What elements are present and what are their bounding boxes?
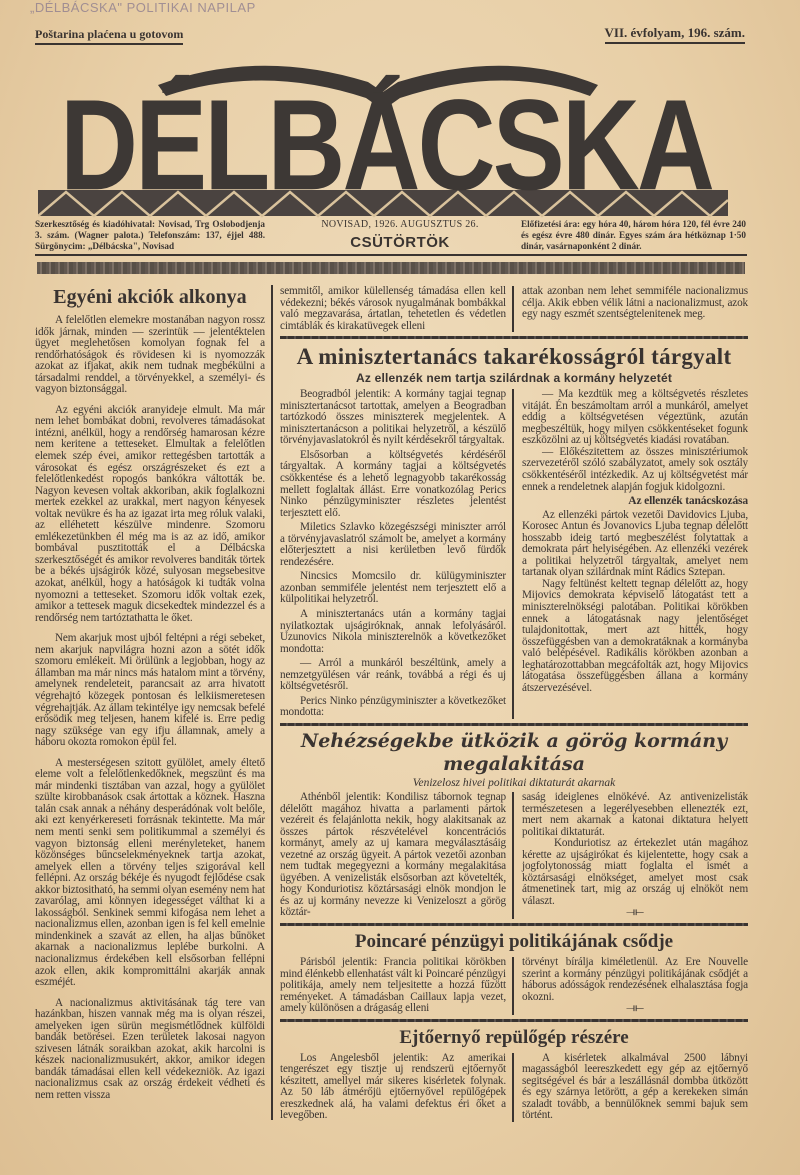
dateline bbox=[300, 219, 500, 251]
paragraph: Nagy feltünést keltett tegnap délelőtt az, hogy Mijovics demokrata képviselő látogatást tett a miniszterelnökségi palotában. Politikai körökben ennek a látogatásnak nagy jelentőséget tulajdonitottak, mert azt hitték, hogy összefüggésben van a demokratáknak a kormányba való belépésével. Radikális körökben azonban a leghatározottabban megcáfolták azt, hogy Mijovics látogatása összefüggésben állana a kormány átszervezésével. bbox=[522, 577, 748, 694]
paragraph: Miletics Szlavko közegészségi miniszter arról a törvényjavaslatról számolt be, amelyet a kormány előterjesztett a nisi kerületben levő fürdők rendezésére. bbox=[280, 521, 506, 568]
paragraph: — Arról a munkáról beszéltünk, amely a nemzetgyülésen vár reánk, továbbá a régi és uj költségvetésről. bbox=[280, 657, 506, 693]
parachute-article-right bbox=[514, 1053, 748, 1122]
poincare-article-right bbox=[514, 957, 748, 1015]
editorial-info: Szerkesztőség és kiadóhivatal: Novisad, Trg Oslobodjenja 3. szám. (Wagner palota.) Telefonszám: 137, éjjel 488. Sürgönycim: „Délbácska", Novisad bbox=[35, 219, 265, 251]
newspaper-logo bbox=[38, 40, 728, 220]
paragraph: A kisérletek alkalmával 2500 lábnyi magasságból leereszkedett egy gép az ejtőernyő segitségével és bár a leszállásnál dombba ütközött és egy szárnya letörött, a gép a kerekeken simán szaladt tovább, a bennülőknek semmi bajuk sem történt. bbox=[522, 1051, 748, 1122]
issue-number: VII. évfolyam, 196. szám. bbox=[605, 25, 745, 44]
paragraph: A nacionalizmus aktivitásának tág tere van hazánkban, hiszen vannak még ma is olyan részei, amelyeken igen sürün megismétlődnek külföldi bandák betörései. Ezen területek lakosai nagyon szivesen látnák soraikban azokat, akik harcolni is készek nacionalizmusukért, akkor, amikor idegen bandák támadásai ellen kell védekezniök. Az igazi nacionalizmus csak az ország érdekeit védheti és nem retten vissza bbox=[35, 996, 265, 1101]
end-ornament: ⟞⟝ bbox=[626, 1002, 644, 1015]
lead-article-title: Egyéni akciók alkonya bbox=[53, 286, 247, 308]
subscription-info: Előfizetési ára: egy hóra 40, három hóra 120, fél évre 240 és egész évre 480 dinár. Egyes szám ára hétköznap 1·50 dinár, vasárnaponként 2 dinár. bbox=[521, 219, 746, 251]
paragraph: Los Angelesből jelentik: Az amerikai tengerészet egy tisztje uj rendszerü ejtőernyőt készitett, amellyel már sikeres kisérletek folynak. Az 50 láb átmérőjü ejtőernyővel repülőgépek ereszkednek alá, ha valami defektus éri őket a levegőben. bbox=[280, 1051, 506, 1122]
paragraph: Athénből jelentik: Kondilisz tábornok tegnap délelőtt magához hivatta a parlamenti pártok vezéreit és felajánlotta nekik, hogy alakitsanak az összes pártok részvételével koncentrációs kormányt, amely az uj kamara megválasztásáig vezetné az ország ügyeit. A pártok vezetői azonban nem tudtak megegyezni a kormány megalakitása ügyében. A venizelisták elsősorban azt követelték, hogy Konduriotisz köztársasági elnök mondjon le és az uj kormány nevezze ki Venizeloszt a görög köztár- bbox=[280, 790, 506, 919]
library-stamp: „DÉLBÁCSKA" POLITIKAI NAPILAP bbox=[30, 0, 256, 15]
paragraph: A minisztertanács után a kormány tagjai nyilatkoztak ujságiróknak, annak lefolyásáról. Uzunovics Nikola miniszterelnök a következőket mondotta: bbox=[280, 608, 506, 655]
paragraph: — Ma kezdtük meg a költségvetés részletes vitáját. Én beszámoltam arról a munkáról, amelyet eddig a költségvetésen végeztünk, azután megbeszéltük, hogy milyen csökkentéseket fogunk eszközölni az uj költségvetés kiadási rovatában. bbox=[522, 388, 748, 447]
paragraph: Nem akarjuk most ujból feltépni a régi sebeket, nem akarjuk napvilágra hozni azon a sötét idők szomoru emlékeit. Mi örülünk a legjobban, hogy az államban ma már nincs más hatalom mint a törvény, amelynek rendeleteit, parancsait az arra hivatott végrehajtó közegek pontosan és lelkiismeretesen végrehajtják. Az állam tekintélye igy nemcsak befelé erősödik meg teljesen, hanem kifelé is. Erre pedig nagy szüksége van egy ifju államnak, amely a háboru okozta romokon épül fel. bbox=[35, 632, 265, 749]
paragraph: saság ideiglenes elnökévé. Az antivenizelisták természetesen a legerélyesebben ellenezték ezt, mert nem akarnak a katonai diktatura helyett politikai diktaturát. bbox=[522, 790, 748, 838]
parachute-article-body bbox=[280, 1053, 748, 1122]
article-divider bbox=[280, 336, 748, 339]
postage-note: Poštarina plaćena u gotovom bbox=[35, 27, 183, 45]
cabinet-article-title: A minisztertanács takarékosságról tárgyalt bbox=[296, 344, 732, 370]
poincare-article-body bbox=[280, 957, 748, 1015]
paragraph: Konduriotisz az értekezlet után magához kérette az ujságirókat és kijelentette, hogy csak a jogfolytonosság miatt foglalta el ismét a köztársasági elnökséget, amelyet most csak átmenetinek tart, mig az ország uj elnököt nem választ. bbox=[522, 837, 748, 907]
lead-continuation-right bbox=[514, 286, 748, 332]
logo-wordmark: DÉLBÁCSKA bbox=[60, 72, 713, 217]
cabinet-article-body bbox=[280, 389, 748, 719]
poincare-article-title: Poincaré pénzügyi politikájának csődje bbox=[354, 930, 674, 952]
parachute-article-left bbox=[280, 1053, 514, 1122]
greek-article-left bbox=[280, 792, 514, 919]
paragraph: — Előkészitettem az összes minisztériumok szervezetéről szóló szabályzatot, amely sok osztály csökkentéséről intézkedik. Az uj költségvetést már ennek a rendeletnek alapján fogjuk kidolgozni. bbox=[522, 445, 748, 493]
article-divider bbox=[280, 923, 748, 926]
paragraph: Beogradból jelentik: A kormány tagjai tegnap minisztertanácsot tartottak, amelyen a Beogradban tartózkodó összes miniszterek megjelentek. A minisztertanácson a politikai helyzetről, a készülő törvényjavaslatokról és nyilt kérdésekről tárgyaltak. bbox=[280, 388, 506, 447]
article-divider bbox=[280, 1019, 748, 1022]
paragraph: Az egyéni akciók aranyideje elmult. Ma már nem lehet bombákat dobni, revolveres támadásokat intézni, anélkül, hogy a rendőrség hamarosan kézre nem keritene a tetteseket. Elmultak a felelőtlen elemek szép évei, amikor rettegésben tartották a városokat és egész országrészeket és ezt a felelőtlenkedést ropogós bankókra váltották be. Nagyon kevesen voltak akkoriban, akik foglalkozni mertek ezekkel az urakkal, mert nagyon kényesek voltak nevükre és ha az igazat irta meg róluk valaki, az elléhetett készülve mindenre. Szomoru emlékezetünkben él még ma is az az idő, amikor bombával pusztitották el a Délbácska szerkesztőségét és amikor revolveres banditák törtek be a békés ujságirók közé, sulyosan megsebesitve azokat, anélkül, hogy a hatóságok ki tudták volna nyomozni a tetteseket. Szomoru idők voltak ezek, amikor a tettesek maguk dicsekedtek mindezzel és a rendőrség nem tartóztathatta le őket. bbox=[35, 403, 265, 624]
lead-continuation-left bbox=[280, 286, 514, 332]
cabinet-article-left bbox=[280, 389, 514, 719]
cabinet-article-subtitle: Az ellenzék nem tartja szilárdnak a kormány helyzetét bbox=[355, 371, 673, 386]
masthead-band bbox=[37, 262, 745, 274]
section-heading: Az ellenzék tanácskozása bbox=[628, 495, 748, 508]
issue-weekday: CSÜTÖRTÖK bbox=[350, 234, 450, 251]
paragraph: Az ellenzéki pártok vezetői Davidovics Ljuba, Korosec Antun és Jovanovics Ljuba tegnap délelőtt hosszabb ideig tartó megbeszélést folytattak a demokrata párt helyiségében. Az ellenzéki vezérek a politikai helyzetről tárgyaltak, amelyet nem tartanak olyan szilárdnak mint Rádics Sztepan. bbox=[522, 508, 748, 579]
masthead-rule bbox=[35, 254, 747, 256]
greek-article-subtitle: Venizelosz hivei politikai diktaturát akarnak bbox=[412, 776, 616, 789]
paragraph: törvényt bírálja kiméletlenül. Az Ere Nouvelle szerint a kormány pénzügyi politikájának csődjét a háborus adósságok rendezésének elhalasztása fogja okozni. bbox=[522, 955, 748, 1003]
paragraph: A mesterségesen szitott gyülölet, amely éltető eleme volt a felelőtlenkedőknek, megszünt és ma már mindenki tisztában van azzal, hogy a gyülölet szülte kirobbanások csak ártottak a köznek. Haszna talán csak annak a néhány desperádónak volt belőle, aki ezt kenyérkereseti forrásnak tekintette. Ma már nem menti senki sem politikummal a személyi és vagyon biztonság elleni merényleteket, hanem közönséges bűncselekményeknek tartja azokat, amelyek ellen a törvény teljes szigorával kell fellépni. Az ország békéje és nyugodt fejlődése csak akkor biztositható, ha semmi olyan esemény nem hat zavarólag, ami könnyen idegességet válthat ki a lakosságból. Senkinek semmi kifogása nem lehet a nacionalizmus ellen, azonban igen is fel kell emelnie mindenkinek a szavát az ellen, ha aljas bűnöket akarnak a nacionalizmus leplébe burkolni. A nacionalizmus érdekében kell elsősorban fellépni azok ellen, akik kompromittálni akarják annak eszméjét. bbox=[35, 756, 265, 989]
greek-article-title bbox=[280, 730, 748, 776]
paragraph: Nincsics Momcsilo dr. külügyminiszter azonban semmiféle jelentést nem terjesztett elő a külpolitikai helyzetről. bbox=[280, 570, 506, 606]
column-divider bbox=[271, 285, 273, 1120]
poincare-article-left bbox=[280, 957, 514, 1015]
parachute-article-title: Ejtőernyő repülőgép részére bbox=[399, 1026, 629, 1048]
lead-continuation bbox=[280, 286, 748, 332]
paragraph: Párisból jelentik: Francia politikai körökben mind élénkebb ellenhatást vált ki Poincaré pénzügyi politikája, amely nem teljesitette a hozzá fűzött reményeket. A támadásban Caillaux lapja vezet, amely különösen a drágaság elleni bbox=[280, 955, 506, 1015]
lead-article bbox=[35, 285, 265, 1102]
paragraph: semmitől, amikor külellenség támadása ellen kell védekezni; békés városok nyugalmának bombákkal való megzavarása, ártatlan, tehetetlen és védetlen cimtáblák és kirakatüvegek elleni bbox=[280, 285, 506, 332]
article-divider bbox=[280, 723, 748, 726]
middle-section bbox=[280, 286, 748, 1122]
title-line: Nehézségekbe ütközik a görög kormány bbox=[300, 729, 728, 752]
greek-article-body bbox=[280, 792, 748, 919]
paragraph: attak azonban nem lehet semmiféle nacionalizmus célja. Akik ebben vélik látni a nacionalizmust, azok egy nagy eszmét szentségtelenitenek meg. bbox=[522, 285, 748, 321]
paragraph: Perics Ninko pénzügyminiszter a következőket mondotta: bbox=[280, 694, 506, 719]
paragraph: Elsősorban a költségvetés kérdéséről tárgyaltak. A kormány tagjai a költségvetés csökkentése és a lehető legnagyobb takarékosság mellett foglaltak állást. Erre vonatkozólag Perics Ninko pénzügyminiszter részletes jelentést terjesztett elő. bbox=[280, 448, 506, 519]
paragraph: A felelőtlen elemekre mostanában nagyon rossz idők járnak, minden — szerintük — jelentéktelen ügyet meglehetősen komolyan fognak fel a rendőrhatóságok és rövidesen ki is nyomozzák azokat az ifjakat, akik nem tudnak megbékülni a társadalmi renddel, a törvényekkel, a személyi- és vagyon biztonsággal. bbox=[35, 314, 265, 396]
issue-date: NOVISAD, 1926. AUGUSZTUS 26. bbox=[321, 219, 479, 230]
end-ornament: ⟞⟝ bbox=[626, 906, 644, 919]
title-line: megalakitása bbox=[443, 752, 585, 775]
greek-article-right bbox=[514, 792, 748, 919]
cabinet-article-right bbox=[514, 389, 748, 719]
